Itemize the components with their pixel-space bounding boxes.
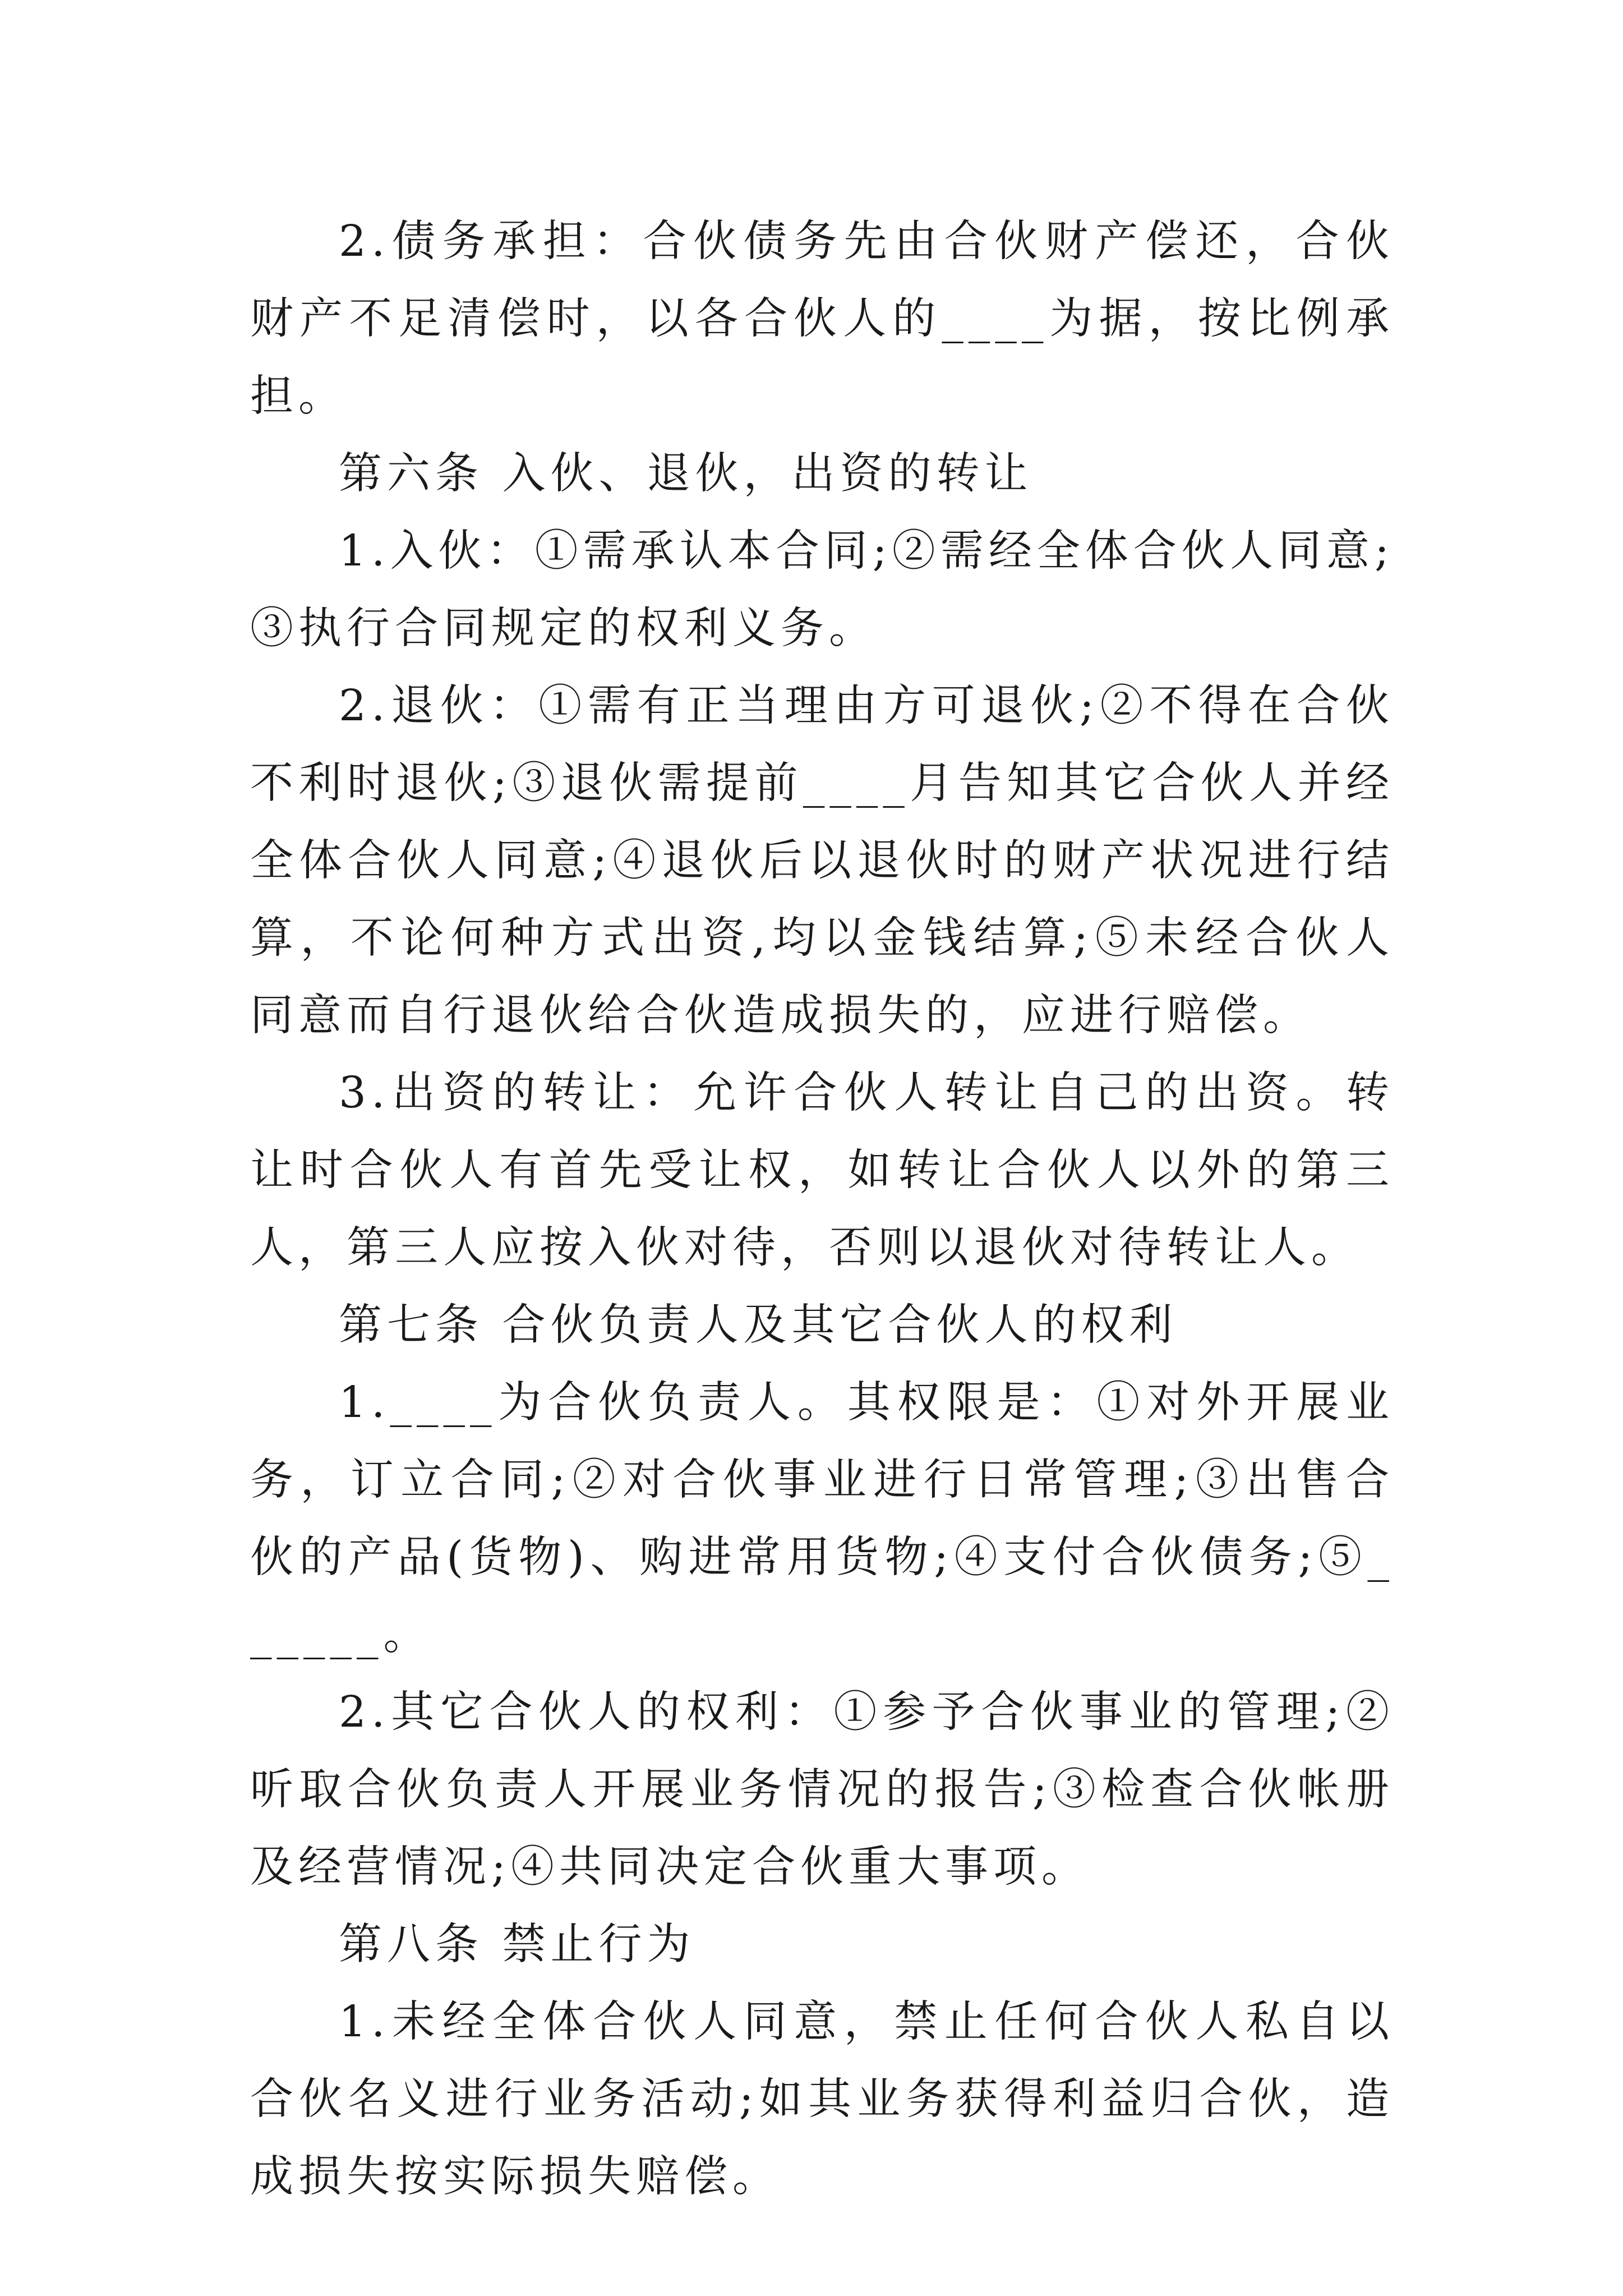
article-7-heading: 第七条 合伙负责人及其它合伙人的权利 xyxy=(339,1300,1178,1350)
paragraph-partnership-leader: 1.____为合伙负责人。其权限是：①对外开展业务，订立合同;②对合伙事业进行日常管理;③出售合伙的产品(货物)、购进常用货物;④支付合伙债务;⑤______。 xyxy=(250,1378,1394,1660)
paragraph-joining: 1.入伙：①需承认本合同;②需经全体合伙人同意;③执行合同规定的权利义务。 xyxy=(250,526,1394,654)
paragraph-other-partners-rights: 2.其它合伙人的权利：①参予合伙事业的管理;②听取合伙负责人开展业务情况的报告;③检查合伙帐册及经营情况;④共同决定合伙重大事项。 xyxy=(250,1687,1394,1892)
paragraph-capital-transfer: 3.出资的转让：允许合伙人转让自己的出资。转让时合伙人有首先受让权，如转让合伙人以外的第三人，第三人应按入伙对待，否则以退伙对待转让人。 xyxy=(250,1068,1394,1273)
paragraph-withdrawal: 2.退伙：①需有正当理由方可退伙;②不得在合伙不利时退伙;③退伙需提前____月告知其它合伙人并经全体合伙人同意;④退伙后以退伙时的财产状况进行结算，不论何种方式出资,均以金钱结算;⑤未经合伙人同意而自行退伙给合伙造成损失的，应进行赔偿。 xyxy=(250,681,1394,1041)
article-6-heading: 第六条 入伙、退伙，出资的转让 xyxy=(339,449,1033,499)
article-8-heading: 第八条 禁止行为 xyxy=(339,1920,695,1970)
document-page xyxy=(250,203,1394,2216)
paragraph-debt-bearing: 2.债务承担：合伙债务先由合伙财产偿还，合伙财产不足清偿时，以各合伙人的____为据，按比例承担。 xyxy=(250,217,1394,421)
paragraph-prohibited-acts: 1.未经全体合伙人同意，禁止任何合伙人私自以合伙名义进行业务活动;如其业务获得利益归合伙，造成损失按实际损失赔偿。 xyxy=(250,1997,1394,2202)
